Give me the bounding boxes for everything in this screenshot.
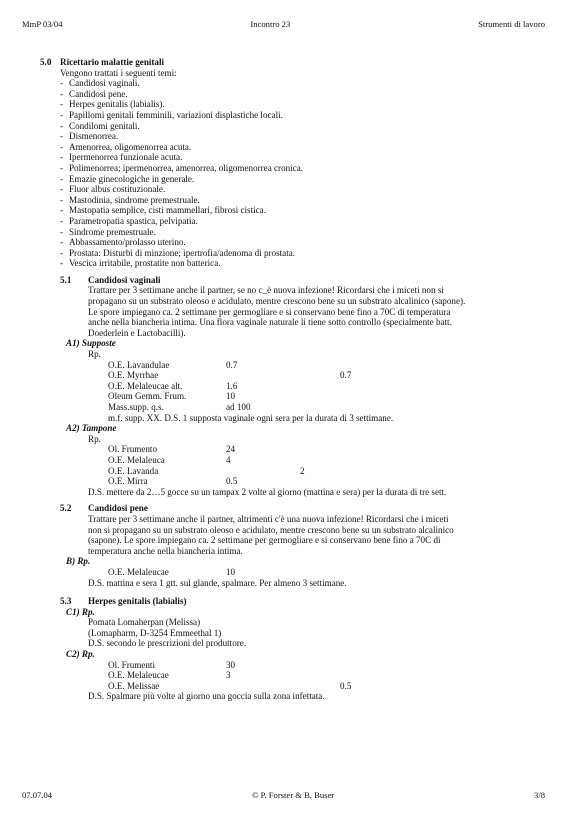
list-item: [40, 184, 550, 195]
ingredient-amount: 1.6: [226, 380, 238, 391]
ingredient-row: [40, 567, 550, 578]
a1-ingredients: [40, 360, 550, 413]
ingredient-amount: [300, 660, 340, 671]
ingredient-amount: [226, 681, 300, 692]
ingredient-name: O.E. Melissae: [108, 680, 160, 691]
list-item-text: Herpes genitalis (labialis).: [69, 99, 165, 110]
list-item: [40, 205, 550, 216]
a1-mf: m.f. supp. XX. D.S. 1 supposta vaginale ogni sera per la durata di 3 settimane.: [108, 412, 394, 423]
list-item-text: Amenorrea, oligomenorrea acuta.: [69, 141, 192, 152]
ingredient-row: [40, 444, 550, 455]
list-item-text: Candidosi vaginali.: [69, 78, 140, 89]
a1-label: A1) Supposte: [66, 338, 116, 349]
bullet-dash: -: [60, 205, 64, 216]
list-item-text: Abbassamento/prolasso uterino.: [69, 237, 186, 248]
ingredient-name: Oleum Gemm. Frum.: [108, 391, 187, 402]
bullet-dash: -: [60, 99, 64, 110]
topic-list: [40, 78, 550, 269]
ingredient-name: O.E. Myrrhae: [108, 370, 159, 381]
ingredient-amount: 0.7: [340, 370, 352, 381]
list-item: [40, 163, 550, 174]
ingredient-amount: 4: [226, 454, 231, 465]
ingredient-amount: [226, 466, 300, 477]
section-title: Ricettario malattie genitali: [60, 57, 165, 67]
text-line: non si propagano su un substrato oleoso e acidulato, mentre crescono bene su un substrato alcalinico: [88, 524, 454, 535]
section-number: 5.0: [40, 57, 52, 67]
ingredient-amount: [300, 444, 340, 455]
bullet-dash: -: [60, 152, 64, 163]
b-label: B) Rp.: [66, 556, 91, 567]
bullet-dash: -: [60, 141, 64, 152]
text-line: Trattare per 3 settimane anche il partner, se no c_è nuova infezione! Ricordarsi che i miceti non si: [88, 285, 444, 296]
text-line: anche nella biancheria intima. Una flora vaginale naturale li tiene sotto controllo (specialmente batt.: [88, 317, 452, 328]
ingredient-name: O.E. Melaleucae alt.: [108, 380, 183, 391]
text-line: (sapone). Le spore impiegano ca. 2 settimane per germogliare e si conservano bene fino a 70C di: [88, 535, 441, 546]
bullet-dash: -: [60, 88, 64, 99]
list-item: [40, 78, 550, 89]
ingredient-amount: 3: [226, 670, 231, 681]
section-5-1-heading: [40, 275, 550, 286]
list-item-text: Ipermenorrea funzionale acuta.: [69, 152, 183, 163]
text-line: temperatura anche nella biancheria intima.: [88, 545, 243, 556]
ingredient-amount: 30: [226, 659, 236, 670]
bullet-dash: -: [60, 226, 64, 237]
ingredient-row: [40, 670, 550, 681]
section-5-1-text: [40, 285, 550, 338]
bullet-dash: -: [60, 173, 64, 184]
list-item-text: Emazie ginecologiche in generale.: [69, 173, 195, 184]
ingredient-name: Mass.supp. q.s.: [108, 402, 164, 412]
list-item: [40, 152, 550, 163]
ingredient-amount: [300, 402, 340, 413]
ingredient-name: O.E. Lavandulae: [108, 359, 170, 370]
bullet-dash: -: [60, 120, 64, 131]
ingredient-amount: 0.5: [340, 680, 352, 691]
ingredient-name: O.E. Melaleucae: [108, 670, 169, 681]
list-item: [40, 110, 550, 121]
list-item-text: Parametropatia spastica, pelvipatia.: [69, 215, 198, 226]
bullet-dash: -: [60, 215, 64, 226]
ingredient-amount: [300, 360, 340, 371]
ingredient-amount: [300, 567, 340, 578]
ingredient-row: [40, 466, 550, 477]
text-line: Doederlein e Lactobacilli).: [88, 327, 186, 338]
list-item-text: Dismenorrea.: [69, 131, 119, 142]
c1-label: C1) Rp.: [66, 606, 95, 617]
ingredient-amount: 2: [300, 465, 305, 476]
ingredient-name: Ol. Frumenti: [108, 659, 155, 670]
section-number: 5.3: [60, 596, 72, 607]
footer-copyright: © P. Forster & B. Buser: [251, 790, 335, 800]
ingredient-row: [40, 455, 550, 466]
b-ingredients: [40, 567, 550, 578]
a2-rp: Rp.: [88, 433, 101, 444]
ingredient-amount: 10: [226, 391, 236, 402]
b-ds: D.S. mattina e sera 1 gtt. sul glande, spalmare. Per almeno 3 settimane.: [88, 577, 347, 588]
a2-ds: D.S. mettere da 2…5 gocce su un tampax 2 volte al giorno (mattina e sera) per la durata di tre sett.: [88, 486, 447, 497]
list-item-text: Vescica irritabile, prostatite non batterica.: [69, 258, 221, 269]
ingredient-name: O.E. Lavanda: [108, 465, 159, 476]
list-item: [40, 174, 550, 185]
list-item: [40, 248, 550, 259]
bullet-dash: -: [60, 184, 64, 195]
list-item-text: Papillomi genitali femminili, variazioni displastiche locali.: [69, 109, 283, 120]
bullet-dash: -: [60, 78, 64, 89]
bullet-dash: -: [60, 162, 64, 173]
list-item: [40, 131, 550, 142]
list-item: [40, 237, 550, 248]
ingredient-row: [40, 391, 550, 402]
header-right: Strumenti di lavoro: [478, 19, 545, 29]
text-line: D.S. secondo le prescrizioni del produttore.: [88, 638, 247, 649]
list-item-text: Mastopatia semplice, cisti mammellari, fibrosi cistica.: [69, 205, 266, 216]
ingredient-amount: 10: [226, 566, 236, 577]
bullet-dash: -: [60, 237, 64, 248]
list-item-text: Fluor albus costituzionale.: [69, 184, 166, 195]
ingredient-amount: [226, 370, 300, 381]
bullet-dash: -: [60, 258, 64, 269]
list-item: [40, 99, 550, 110]
section-5-2-heading: [40, 503, 550, 514]
page-header: [22, 19, 545, 30]
list-item: [40, 227, 550, 238]
list-item: [40, 258, 550, 269]
text-line: Le spore impiegano ca. 2 settimane per germogliare e si conservano bene fino a 70C di temperatura: [88, 306, 451, 317]
section-5-3-heading: [40, 596, 550, 607]
header-left: MmP 03/04: [22, 19, 63, 29]
list-item: [40, 142, 550, 153]
ingredient-row: [40, 660, 550, 671]
ingredient-amount: [300, 455, 340, 466]
ingredient-name: Ol. Frumento: [108, 444, 158, 455]
footer-page-number: 3/8: [534, 790, 545, 800]
section-title: Candidosi vaginali: [88, 274, 161, 285]
list-item-text: Condilomi genitali.: [69, 120, 140, 131]
ingredient-amount: [300, 381, 340, 392]
c2-label: C2) Rp.: [66, 649, 95, 660]
text-line: propagano su un substrato oleoso e acidulato, mentre crescono bene su un substrato alcalinico (sapone).: [88, 296, 466, 307]
list-item: [40, 89, 550, 100]
ingredient-row: [40, 381, 550, 392]
list-item: [40, 121, 550, 132]
ingredient-row: [40, 370, 550, 381]
ingredient-name: O.E. Mirra: [108, 476, 148, 487]
list-item-text: Polimenorrea; ipermenorrea, amenorrea, oligomenorrea cronica.: [69, 162, 304, 173]
ingredient-amount: 0.7: [226, 359, 238, 370]
ingredient-name: O.E. Melaleuca: [108, 454, 165, 465]
section-intro: Vengono trattati i seguenti temi:: [60, 67, 177, 78]
bullet-dash: -: [60, 194, 64, 205]
ingredient-amount: [300, 391, 340, 402]
section-title: Candidosi pene: [88, 503, 148, 514]
list-item-text: Prostata: Disturbi di minzione; ipertrofia/adenoma di prostata.: [69, 247, 296, 258]
content: [40, 57, 550, 702]
bullet-dash: -: [60, 109, 64, 120]
section-number: 5.1: [60, 274, 72, 285]
list-item-text: Mastodinia, sindrome premestruale.: [69, 194, 200, 205]
list-item-text: Sindrome premestruale.: [69, 226, 156, 237]
text-line: Trattare per 3 settimane anche il partner, altrimenti c'è una nuova infezione! Ricordarsi che i miceti: [88, 513, 449, 524]
ingredient-row: [40, 402, 550, 413]
text-line: (Lomapharm, D-3254 Emmeethal 1): [88, 627, 222, 638]
section-title: Herpes genitalis (labialis): [88, 596, 187, 607]
bullet-dash: -: [60, 247, 64, 258]
c2-ingredients: [40, 660, 550, 692]
text-line: Pomata Lomaherpan (Melissa): [88, 617, 201, 628]
ingredient-amount: [300, 370, 340, 381]
ingredient-amount: 0.5: [226, 476, 238, 487]
ingredient-row: [40, 360, 550, 371]
ingredient-amount: ad 100: [226, 402, 251, 412]
ingredient-amount: [300, 670, 340, 681]
c1-lines: [40, 617, 550, 649]
section-5-0-heading: [40, 57, 550, 68]
a1-rp: Rp.: [88, 349, 101, 360]
ingredient-amount: [300, 476, 340, 487]
a2-ingredients: [40, 444, 550, 486]
ingredient-row: [40, 681, 550, 692]
bullet-dash: -: [60, 131, 64, 142]
a2-label: A2) Tampone: [66, 423, 117, 434]
section-5-2-text: [40, 514, 550, 556]
footer-date: 07.07.04: [22, 790, 53, 800]
c2-ds: D.S. Spalmare più volte al giorno una goccia sulla zona infettata.: [88, 691, 325, 702]
list-item-text: Candidosi pene.: [69, 88, 128, 99]
ingredient-name: O.E. Melaleucae: [108, 566, 169, 577]
list-item: [40, 216, 550, 227]
list-item: [40, 195, 550, 206]
ingredient-amount: [300, 681, 340, 692]
section-number: 5.2: [60, 503, 72, 514]
header-center: Incontro 23: [250, 19, 291, 29]
ingredient-row: [40, 476, 550, 487]
ingredient-amount: 24: [226, 444, 236, 455]
page-footer: [22, 790, 545, 801]
